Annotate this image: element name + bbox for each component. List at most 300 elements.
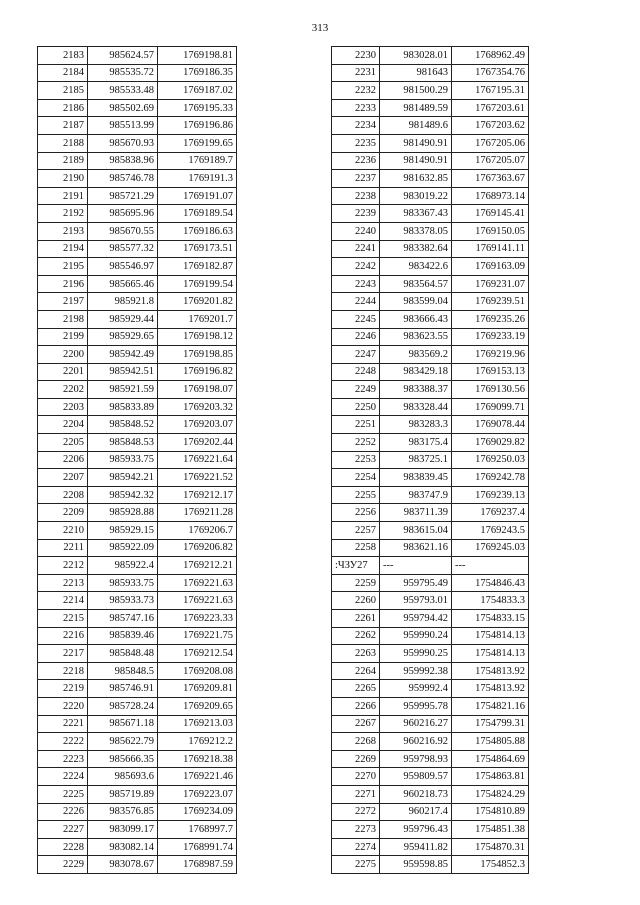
table-row bbox=[38, 187, 237, 205]
point-number-cell: 2254 bbox=[332, 469, 380, 487]
table-row bbox=[332, 222, 529, 240]
table-row bbox=[332, 381, 529, 399]
y-coordinate-cell: 1767203.61 bbox=[452, 99, 529, 117]
point-number-cell: 2201 bbox=[38, 363, 88, 381]
y-coordinate-cell: 1769130.56 bbox=[452, 381, 529, 399]
point-number-cell: 2229 bbox=[38, 856, 88, 874]
x-coordinate-cell: 983175.4 bbox=[380, 434, 452, 452]
table-row bbox=[38, 803, 237, 821]
y-coordinate-cell: 1769212.2 bbox=[158, 733, 237, 751]
point-number-cell: 2211 bbox=[38, 539, 88, 557]
x-coordinate-cell: 983711.39 bbox=[380, 504, 452, 522]
point-number-cell: 2215 bbox=[38, 610, 88, 628]
point-number-cell: 2256 bbox=[332, 504, 380, 522]
point-number-cell: 2239 bbox=[332, 205, 380, 223]
table-row bbox=[38, 610, 237, 628]
point-number-cell: 2261 bbox=[332, 610, 380, 628]
y-coordinate-cell: 1769163.09 bbox=[452, 258, 529, 276]
point-number-cell: 2233 bbox=[332, 99, 380, 117]
point-number-cell: 2240 bbox=[332, 222, 380, 240]
x-coordinate-cell: 960216.27 bbox=[380, 715, 452, 733]
x-coordinate-cell: 983388.37 bbox=[380, 381, 452, 399]
point-number-cell: 2207 bbox=[38, 469, 88, 487]
y-coordinate-cell: 1754813.92 bbox=[452, 662, 529, 680]
x-coordinate-cell: 985719.89 bbox=[88, 785, 158, 803]
x-coordinate-cell: 983839.45 bbox=[380, 469, 452, 487]
point-number-cell: 2190 bbox=[38, 170, 88, 188]
table-row bbox=[332, 574, 529, 592]
y-coordinate-cell: 1769189.7 bbox=[158, 152, 237, 170]
table-row bbox=[38, 205, 237, 223]
x-coordinate-cell: 981490.91 bbox=[380, 152, 452, 170]
y-coordinate-cell: 1769243.5 bbox=[452, 522, 529, 540]
y-coordinate-cell: 1769189.54 bbox=[158, 205, 237, 223]
point-number-cell: 2258 bbox=[332, 539, 380, 557]
y-coordinate-cell: 1769203.32 bbox=[158, 398, 237, 416]
point-number-cell: 2230 bbox=[332, 47, 380, 65]
y-coordinate-cell: 1769150.05 bbox=[452, 222, 529, 240]
x-coordinate-cell: 985933.73 bbox=[88, 592, 158, 610]
point-number-cell: 2217 bbox=[38, 645, 88, 663]
x-coordinate-cell: 959793.01 bbox=[380, 592, 452, 610]
y-coordinate-cell: 1769206.82 bbox=[158, 539, 237, 557]
y-coordinate-cell: 1769186.63 bbox=[158, 222, 237, 240]
y-coordinate-cell: 1769212.17 bbox=[158, 486, 237, 504]
table-row bbox=[332, 346, 529, 364]
y-coordinate-cell: --- bbox=[452, 557, 529, 575]
y-coordinate-cell: 1769211.28 bbox=[158, 504, 237, 522]
table-row bbox=[38, 504, 237, 522]
x-coordinate-cell: 959992.38 bbox=[380, 662, 452, 680]
y-coordinate-cell: 1769201.7 bbox=[158, 310, 237, 328]
point-number-cell: 2264 bbox=[332, 662, 380, 680]
x-coordinate-cell: 983028.01 bbox=[380, 47, 452, 65]
y-coordinate-cell: 1769212.21 bbox=[158, 557, 237, 575]
table-row bbox=[38, 82, 237, 100]
point-number-cell: 2232 bbox=[332, 82, 380, 100]
x-coordinate-cell: 983615.04 bbox=[380, 522, 452, 540]
y-coordinate-cell: 1769221.63 bbox=[158, 592, 237, 610]
point-number-cell: 2250 bbox=[332, 398, 380, 416]
y-coordinate-cell: 1768962.49 bbox=[452, 47, 529, 65]
y-coordinate-cell: 1769198.85 bbox=[158, 346, 237, 364]
table-row bbox=[38, 170, 237, 188]
table-row bbox=[38, 363, 237, 381]
y-coordinate-cell: 1769239.13 bbox=[452, 486, 529, 504]
x-coordinate-cell: 983623.55 bbox=[380, 328, 452, 346]
point-number-cell: 2252 bbox=[332, 434, 380, 452]
table-row bbox=[332, 451, 529, 469]
point-number-cell: 2214 bbox=[38, 592, 88, 610]
x-coordinate-cell: 985577.32 bbox=[88, 240, 158, 258]
y-coordinate-cell: 1754805.88 bbox=[452, 733, 529, 751]
table-row bbox=[332, 486, 529, 504]
table-row bbox=[332, 398, 529, 416]
table-row bbox=[332, 645, 529, 663]
table-row bbox=[38, 240, 237, 258]
x-coordinate-cell: 985728.24 bbox=[88, 697, 158, 715]
page-number: 313 bbox=[311, 22, 329, 34]
point-number-cell: 2192 bbox=[38, 205, 88, 223]
y-coordinate-cell: 1767195.31 bbox=[452, 82, 529, 100]
table-row bbox=[332, 592, 529, 610]
x-coordinate-cell: 985513.99 bbox=[88, 117, 158, 135]
point-number-cell: 2248 bbox=[332, 363, 380, 381]
y-coordinate-cell: 1767363.67 bbox=[452, 170, 529, 188]
table-row bbox=[332, 99, 529, 117]
table-row bbox=[38, 99, 237, 117]
table-row bbox=[38, 645, 237, 663]
table-row bbox=[38, 750, 237, 768]
point-number-cell: 2245 bbox=[332, 310, 380, 328]
point-number-cell: 2219 bbox=[38, 680, 88, 698]
y-coordinate-cell: 1754814.13 bbox=[452, 645, 529, 663]
point-number-cell: 2186 bbox=[38, 99, 88, 117]
point-number-cell: 2255 bbox=[332, 486, 380, 504]
table-row bbox=[332, 821, 529, 839]
point-number-cell: 2237 bbox=[332, 170, 380, 188]
y-coordinate-cell: 1769141.11 bbox=[452, 240, 529, 258]
table-row bbox=[332, 768, 529, 786]
y-coordinate-cell: 1769231.07 bbox=[452, 275, 529, 293]
table-row bbox=[38, 469, 237, 487]
point-number-cell: 2187 bbox=[38, 117, 88, 135]
y-coordinate-cell: 1767203.62 bbox=[452, 117, 529, 135]
y-coordinate-cell: 1769196.82 bbox=[158, 363, 237, 381]
point-number-cell: 2183 bbox=[38, 47, 88, 65]
x-coordinate-cell: 983429.18 bbox=[380, 363, 452, 381]
table-row bbox=[332, 803, 529, 821]
x-coordinate-cell: 985922.4 bbox=[88, 557, 158, 575]
y-coordinate-cell: 1769237.4 bbox=[452, 504, 529, 522]
point-number-cell: 2251 bbox=[332, 416, 380, 434]
x-coordinate-cell: 985535.72 bbox=[88, 64, 158, 82]
x-coordinate-cell: 985929.65 bbox=[88, 328, 158, 346]
x-coordinate-cell: 981489.6 bbox=[380, 117, 452, 135]
y-coordinate-cell: 1754814.13 bbox=[452, 627, 529, 645]
point-number-cell: 2200 bbox=[38, 346, 88, 364]
x-coordinate-cell: 983078.67 bbox=[88, 856, 158, 874]
table-row bbox=[332, 627, 529, 645]
table-row bbox=[332, 310, 529, 328]
table-row bbox=[332, 662, 529, 680]
point-number-cell: 2241 bbox=[332, 240, 380, 258]
x-coordinate-cell: 983367.43 bbox=[380, 205, 452, 223]
point-number-cell: 2210 bbox=[38, 522, 88, 540]
table-row bbox=[38, 627, 237, 645]
x-coordinate-cell: 983082.14 bbox=[88, 838, 158, 856]
x-coordinate-cell: 981632.85 bbox=[380, 170, 452, 188]
point-number-cell: 2195 bbox=[38, 258, 88, 276]
y-coordinate-cell: 1754863.81 bbox=[452, 768, 529, 786]
table-row bbox=[38, 715, 237, 733]
table-row bbox=[332, 187, 529, 205]
x-coordinate-cell: 983564.57 bbox=[380, 275, 452, 293]
point-number-cell: 2275 bbox=[332, 856, 380, 874]
table-row bbox=[332, 838, 529, 856]
y-coordinate-cell: 1769208.08 bbox=[158, 662, 237, 680]
x-coordinate-cell: 985502.69 bbox=[88, 99, 158, 117]
table-row bbox=[332, 134, 529, 152]
point-number-cell: 2269 bbox=[332, 750, 380, 768]
x-coordinate-cell: 983576.85 bbox=[88, 803, 158, 821]
point-number-cell: 2228 bbox=[38, 838, 88, 856]
table-row bbox=[332, 293, 529, 311]
y-coordinate-cell: 1769209.81 bbox=[158, 680, 237, 698]
table-row bbox=[38, 697, 237, 715]
y-coordinate-cell: 1767205.07 bbox=[452, 152, 529, 170]
point-number-cell: 2260 bbox=[332, 592, 380, 610]
table-row bbox=[38, 293, 237, 311]
x-coordinate-cell: 960218.73 bbox=[380, 785, 452, 803]
y-coordinate-cell: 1769221.52 bbox=[158, 469, 237, 487]
table-row bbox=[332, 504, 529, 522]
y-coordinate-cell: 1768973.14 bbox=[452, 187, 529, 205]
point-number-cell: 2272 bbox=[332, 803, 380, 821]
y-coordinate-cell: 1769218.38 bbox=[158, 750, 237, 768]
point-number-cell: :ЧЗУ27 bbox=[332, 557, 380, 575]
x-coordinate-cell: 960217.4 bbox=[380, 803, 452, 821]
y-coordinate-cell: 1769203.07 bbox=[158, 416, 237, 434]
x-coordinate-cell: 985942.51 bbox=[88, 363, 158, 381]
y-coordinate-cell: 1769202.44 bbox=[158, 434, 237, 452]
y-coordinate-cell: 1769198.07 bbox=[158, 381, 237, 399]
y-coordinate-cell: 1769182.87 bbox=[158, 258, 237, 276]
x-coordinate-cell: 985933.75 bbox=[88, 451, 158, 469]
table-row bbox=[332, 258, 529, 276]
y-coordinate-cell: 1754833.3 bbox=[452, 592, 529, 610]
table-row bbox=[332, 275, 529, 293]
point-number-cell: 2234 bbox=[332, 117, 380, 135]
point-number-cell: 2242 bbox=[332, 258, 380, 276]
y-coordinate-cell: 1769201.82 bbox=[158, 293, 237, 311]
x-coordinate-cell: 959796.43 bbox=[380, 821, 452, 839]
x-coordinate-cell: 983422.6 bbox=[380, 258, 452, 276]
point-number-cell: 2224 bbox=[38, 768, 88, 786]
point-number-cell: 2221 bbox=[38, 715, 88, 733]
table-row bbox=[332, 697, 529, 715]
x-coordinate-cell: 981490.91 bbox=[380, 134, 452, 152]
point-number-cell: 2194 bbox=[38, 240, 88, 258]
point-number-cell: 2188 bbox=[38, 134, 88, 152]
table-row bbox=[332, 434, 529, 452]
table-row bbox=[332, 170, 529, 188]
y-coordinate-cell: 1754813.92 bbox=[452, 680, 529, 698]
y-coordinate-cell: 1754824.29 bbox=[452, 785, 529, 803]
y-coordinate-cell: 1754852.3 bbox=[452, 856, 529, 874]
point-number-cell: 2257 bbox=[332, 522, 380, 540]
table-row bbox=[38, 592, 237, 610]
x-coordinate-cell: 983099.17 bbox=[88, 821, 158, 839]
y-coordinate-cell: 1768987.59 bbox=[158, 856, 237, 874]
y-coordinate-cell: 1769242.78 bbox=[452, 469, 529, 487]
point-number-cell: 2203 bbox=[38, 398, 88, 416]
y-coordinate-cell: 1769213.03 bbox=[158, 715, 237, 733]
x-coordinate-cell: 985942.49 bbox=[88, 346, 158, 364]
x-coordinate-cell: 985624.57 bbox=[88, 47, 158, 65]
point-number-cell: 2235 bbox=[332, 134, 380, 152]
table-row bbox=[38, 381, 237, 399]
table-row bbox=[38, 416, 237, 434]
y-coordinate-cell: 1769099.71 bbox=[452, 398, 529, 416]
x-coordinate-cell: 985670.55 bbox=[88, 222, 158, 240]
coordinates-table-right bbox=[331, 46, 529, 874]
table-row bbox=[332, 750, 529, 768]
point-number-cell: 2266 bbox=[332, 697, 380, 715]
y-coordinate-cell: 1754846.43 bbox=[452, 574, 529, 592]
y-coordinate-cell: 1769195.33 bbox=[158, 99, 237, 117]
x-coordinate-cell: 983378.05 bbox=[380, 222, 452, 240]
table-row bbox=[38, 451, 237, 469]
point-number-cell: 2213 bbox=[38, 574, 88, 592]
y-coordinate-cell: 1769239.51 bbox=[452, 293, 529, 311]
y-coordinate-cell: 1769173.51 bbox=[158, 240, 237, 258]
x-coordinate-cell: 985929.44 bbox=[88, 310, 158, 328]
table-row bbox=[332, 328, 529, 346]
table-row bbox=[38, 539, 237, 557]
table-row bbox=[332, 469, 529, 487]
table-row bbox=[38, 64, 237, 82]
point-number-cell: 2209 bbox=[38, 504, 88, 522]
table-row bbox=[38, 557, 237, 575]
point-number-cell: 2225 bbox=[38, 785, 88, 803]
y-coordinate-cell: 1769153.13 bbox=[452, 363, 529, 381]
y-coordinate-cell: 1769199.54 bbox=[158, 275, 237, 293]
x-coordinate-cell: 983019.22 bbox=[380, 187, 452, 205]
point-number-cell: 2204 bbox=[38, 416, 88, 434]
x-coordinate-cell: 985670.93 bbox=[88, 134, 158, 152]
x-coordinate-cell: 959809.57 bbox=[380, 768, 452, 786]
x-coordinate-cell: 985848.48 bbox=[88, 645, 158, 663]
table-row bbox=[38, 662, 237, 680]
table-row bbox=[38, 117, 237, 135]
table-row bbox=[38, 47, 237, 65]
point-number-cell: 2271 bbox=[332, 785, 380, 803]
point-number-cell: 2246 bbox=[332, 328, 380, 346]
x-coordinate-cell: 981489.59 bbox=[380, 99, 452, 117]
x-coordinate-cell: 959990.24 bbox=[380, 627, 452, 645]
point-number-cell: 2262 bbox=[332, 627, 380, 645]
x-coordinate-cell: 985746.78 bbox=[88, 170, 158, 188]
x-coordinate-cell: 985922.09 bbox=[88, 539, 158, 557]
y-coordinate-cell: 1754870.31 bbox=[452, 838, 529, 856]
point-number-cell: 2191 bbox=[38, 187, 88, 205]
x-coordinate-cell: 983621.16 bbox=[380, 539, 452, 557]
coordinates-table-left bbox=[37, 46, 237, 874]
point-number-cell: 2199 bbox=[38, 328, 88, 346]
point-number-cell: 2216 bbox=[38, 627, 88, 645]
point-number-cell: 2197 bbox=[38, 293, 88, 311]
y-coordinate-cell: 1768997.7 bbox=[158, 821, 237, 839]
y-coordinate-cell: 1767205.06 bbox=[452, 134, 529, 152]
x-coordinate-cell: 985693.6 bbox=[88, 768, 158, 786]
x-coordinate-cell: 981643 bbox=[380, 64, 452, 82]
table-row bbox=[38, 574, 237, 592]
x-coordinate-cell: 959798.93 bbox=[380, 750, 452, 768]
y-coordinate-cell: 1769221.75 bbox=[158, 627, 237, 645]
y-coordinate-cell: 1754864.69 bbox=[452, 750, 529, 768]
x-coordinate-cell: 985721.29 bbox=[88, 187, 158, 205]
table-row bbox=[332, 64, 529, 82]
point-number-cell: 2220 bbox=[38, 697, 88, 715]
y-coordinate-cell: 1769191.3 bbox=[158, 170, 237, 188]
y-coordinate-cell: 1754833.15 bbox=[452, 610, 529, 628]
x-coordinate-cell: 985533.48 bbox=[88, 82, 158, 100]
table-row bbox=[38, 222, 237, 240]
point-number-cell: 2244 bbox=[332, 293, 380, 311]
table-row bbox=[38, 434, 237, 452]
point-number-cell: 2274 bbox=[332, 838, 380, 856]
table-row bbox=[332, 363, 529, 381]
point-number-cell: 2253 bbox=[332, 451, 380, 469]
x-coordinate-cell: 985746.91 bbox=[88, 680, 158, 698]
point-number-cell: 2185 bbox=[38, 82, 88, 100]
point-number-cell: 2193 bbox=[38, 222, 88, 240]
point-number-cell: 2196 bbox=[38, 275, 88, 293]
point-number-cell: 2222 bbox=[38, 733, 88, 751]
x-coordinate-cell: 981500.29 bbox=[380, 82, 452, 100]
table-row bbox=[38, 310, 237, 328]
table-row bbox=[332, 680, 529, 698]
point-number-cell: 2268 bbox=[332, 733, 380, 751]
table-row bbox=[38, 680, 237, 698]
y-coordinate-cell: 1754810.89 bbox=[452, 803, 529, 821]
y-coordinate-cell: 1769221.46 bbox=[158, 768, 237, 786]
point-number-cell: 2243 bbox=[332, 275, 380, 293]
point-number-cell: 2259 bbox=[332, 574, 380, 592]
point-number-cell: 2273 bbox=[332, 821, 380, 839]
y-coordinate-cell: 1754851.38 bbox=[452, 821, 529, 839]
x-coordinate-cell: 983382.64 bbox=[380, 240, 452, 258]
y-coordinate-cell: 1754821.16 bbox=[452, 697, 529, 715]
x-coordinate-cell: 983725.1 bbox=[380, 451, 452, 469]
point-number-cell: 2231 bbox=[332, 64, 380, 82]
y-coordinate-cell: 1769199.65 bbox=[158, 134, 237, 152]
point-number-cell: 2247 bbox=[332, 346, 380, 364]
x-coordinate-cell: 985622.79 bbox=[88, 733, 158, 751]
table-row bbox=[38, 486, 237, 504]
y-coordinate-cell: 1769223.07 bbox=[158, 785, 237, 803]
table-row bbox=[332, 416, 529, 434]
x-coordinate-cell: 985747.16 bbox=[88, 610, 158, 628]
x-coordinate-cell: 985921.59 bbox=[88, 381, 158, 399]
table-row bbox=[332, 82, 529, 100]
x-coordinate-cell: 983666.43 bbox=[380, 310, 452, 328]
x-coordinate-cell: 959992.4 bbox=[380, 680, 452, 698]
table-row bbox=[38, 398, 237, 416]
point-number-cell: 2223 bbox=[38, 750, 88, 768]
x-coordinate-cell: 985942.32 bbox=[88, 486, 158, 504]
y-coordinate-cell: 1769196.86 bbox=[158, 117, 237, 135]
point-number-cell: 2267 bbox=[332, 715, 380, 733]
y-coordinate-cell: 1769186.35 bbox=[158, 64, 237, 82]
x-coordinate-cell: 985838.96 bbox=[88, 152, 158, 170]
x-coordinate-cell: 985833.89 bbox=[88, 398, 158, 416]
x-coordinate-cell: 983569.2 bbox=[380, 346, 452, 364]
x-coordinate-cell: 983599.04 bbox=[380, 293, 452, 311]
point-number-cell: 2205 bbox=[38, 434, 88, 452]
point-number-cell: 2227 bbox=[38, 821, 88, 839]
y-coordinate-cell: 1769191.07 bbox=[158, 187, 237, 205]
x-coordinate-cell: 983328.44 bbox=[380, 398, 452, 416]
table-row bbox=[38, 838, 237, 856]
point-number-cell: 2236 bbox=[332, 152, 380, 170]
y-coordinate-cell: 1769206.7 bbox=[158, 522, 237, 540]
y-coordinate-cell: 1769221.63 bbox=[158, 574, 237, 592]
y-coordinate-cell: 1769187.02 bbox=[158, 82, 237, 100]
table-row bbox=[332, 47, 529, 65]
point-number-cell: 2265 bbox=[332, 680, 380, 698]
